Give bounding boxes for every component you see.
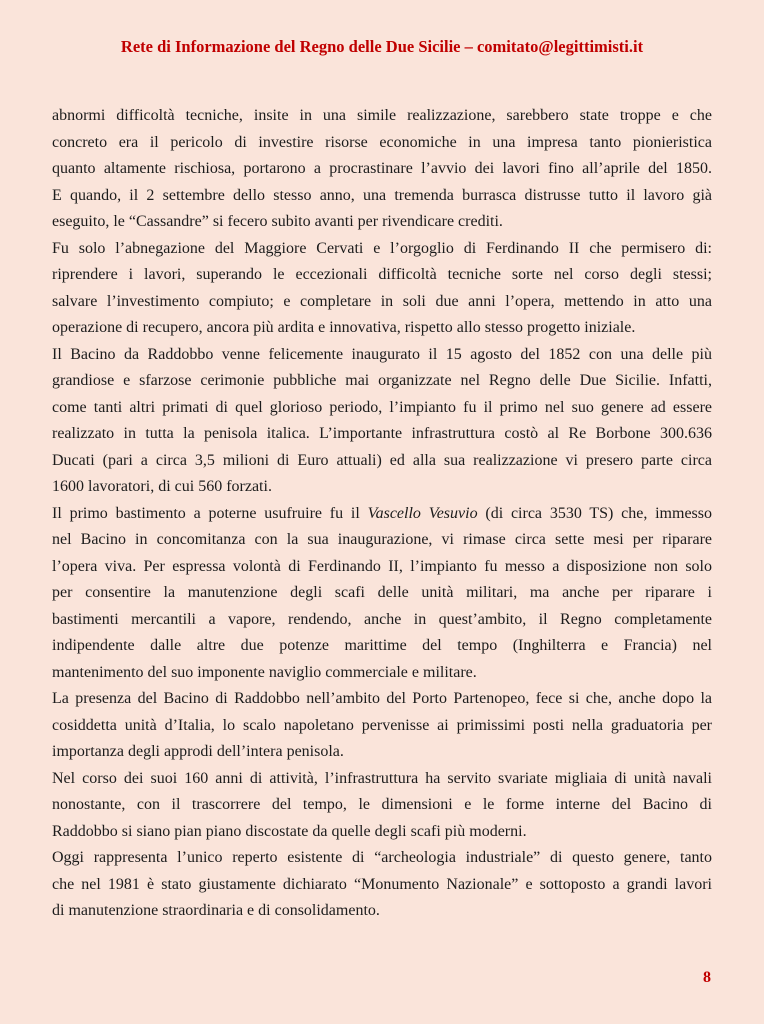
paragraph xyxy=(52,845,712,925)
page-number: 8 xyxy=(703,969,711,986)
text-line: nonostante, con il trascorrere del tempo, le dimensioni e le forme interne del Bacino di xyxy=(52,796,712,813)
text-line: cosiddetta unità d’Italia, lo scalo napoletano pervenisse ai primissimi posti nella graduatoria per xyxy=(52,716,712,734)
body-text xyxy=(52,103,712,925)
text-line: E quando, il 2 settembre dello stesso anno, una tremenda burrasca distrusse tutto il lavoro già xyxy=(52,186,712,204)
text-line: importanza degli approdi dell’intera penisola. xyxy=(52,743,344,760)
text-segment: Il primo bastimento a poterne usufruire fu il xyxy=(52,504,368,522)
ship-name-emphasis: Vascello Vesuvio xyxy=(367,504,478,522)
text-line: che nel 1981 è stato giustamente dichiarato “Monumento Nazionale” e sottoposto a grandi lavori xyxy=(52,875,712,893)
text-line: salvare l’investimento compiuto; e completare in soli due anni l’opera, mettendo in atto una xyxy=(52,292,712,310)
text-line: mantenimento del suo imponente naviglio commerciale e militare. xyxy=(52,663,477,681)
text-line: abnormi difficoltà tecniche, insite in una simile realizzazione, sarebbero state troppe e che xyxy=(52,107,712,124)
paragraph xyxy=(52,236,712,342)
text-line: realizzato in tutta la penisola italica. L’importante infrastruttura costò al Re Borbone 300.636 xyxy=(52,425,712,442)
text-line: operazione di recupero, ancora più ardita e innovativa, rispetto allo stesso progetto iniziale. xyxy=(52,319,636,336)
text-line: grandiose e sfarzose cerimonie pubbliche mai organizzate nel Regno delle Due Sicilie. Infatti, xyxy=(52,372,712,389)
text-line: Raddobbo si siano pian piano discostate da quelle degli scafi più moderni. xyxy=(52,822,527,840)
text-line: l’opera viva. Per espressa volontà di Ferdinando II, l’impianto fu messo a disposizione non solo xyxy=(52,557,712,575)
text-line: riprendere i lavori, superando le eccezionali difficoltà tecniche sorte nel corso degli stessi; xyxy=(52,266,712,283)
paragraph xyxy=(52,686,712,766)
text-line: Oggi rappresenta l’unico reperto esistente di “archeologia industriale” di questo genere, tanto xyxy=(52,849,712,866)
text-line: nel Bacino in concomitanza con la sua inaugurazione, vi rimase circa sette mesi per riparare xyxy=(52,531,712,548)
text-line: come tanti altri primati di quel glorioso periodo, l’impianto fu il primo nel suo genere ad essere xyxy=(52,398,712,416)
text-line: Ducati (pari a circa 3,5 milioni di Euro attuali) ed alla sua realizzazione vi presero parte circa xyxy=(52,451,712,469)
text-line: 1600 lavoratori, di cui 560 forzati. xyxy=(52,478,272,495)
text-line xyxy=(52,501,712,528)
text-line: per consentire la manutenzione degli scafi delle unità militari, ma anche per riparare i xyxy=(52,584,712,601)
running-header: Rete di Informazione del Regno delle Due Sicilie – comitato@legittimisti.it xyxy=(120,37,644,56)
paragraph xyxy=(52,501,712,687)
paragraph xyxy=(52,342,712,501)
text-line: Fu solo l’abnegazione del Maggiore Cervati e l’orgoglio di Ferdinando II che permisero di: xyxy=(52,239,712,257)
text-line: Il Bacino da Raddobbo venne felicemente inaugurato il 15 agosto del 1852 con una delle più xyxy=(52,345,712,363)
text-line: indipendente dalle altre due potenze marittime del tempo (Inghilterra e Francia) nel xyxy=(52,637,712,654)
paragraph xyxy=(52,103,712,236)
text-segment: (di circa 3530 TS) che, immesso xyxy=(477,504,712,522)
paragraph xyxy=(52,766,712,846)
text-line: quanto altamente rischiosa, portarono a procrastinare l’avvio dei lavori fino all’aprile del 1850. xyxy=(52,160,712,177)
text-line: eseguito, le “Cassandre” si fecero subito avanti per rivendicare crediti. xyxy=(52,213,503,230)
text-line: Nel corso dei suoi 160 anni di attività, l’infrastruttura ha servito svariate migliaia di unità navali xyxy=(52,769,712,787)
text-line: La presenza del Bacino di Raddobbo nell’ambito del Porto Partenopeo, fece si che, anche dopo la xyxy=(52,690,712,707)
text-line: concreto era il pericolo di investire risorse economiche in una impresa tanto pionieristica xyxy=(52,133,712,151)
text-line: bastimenti mercantili a vapore, rendendo, anche in quest’ambito, il Regno completamente xyxy=(52,610,712,628)
text-line: di manutenzione straordinaria e di consolidamento. xyxy=(52,902,380,919)
